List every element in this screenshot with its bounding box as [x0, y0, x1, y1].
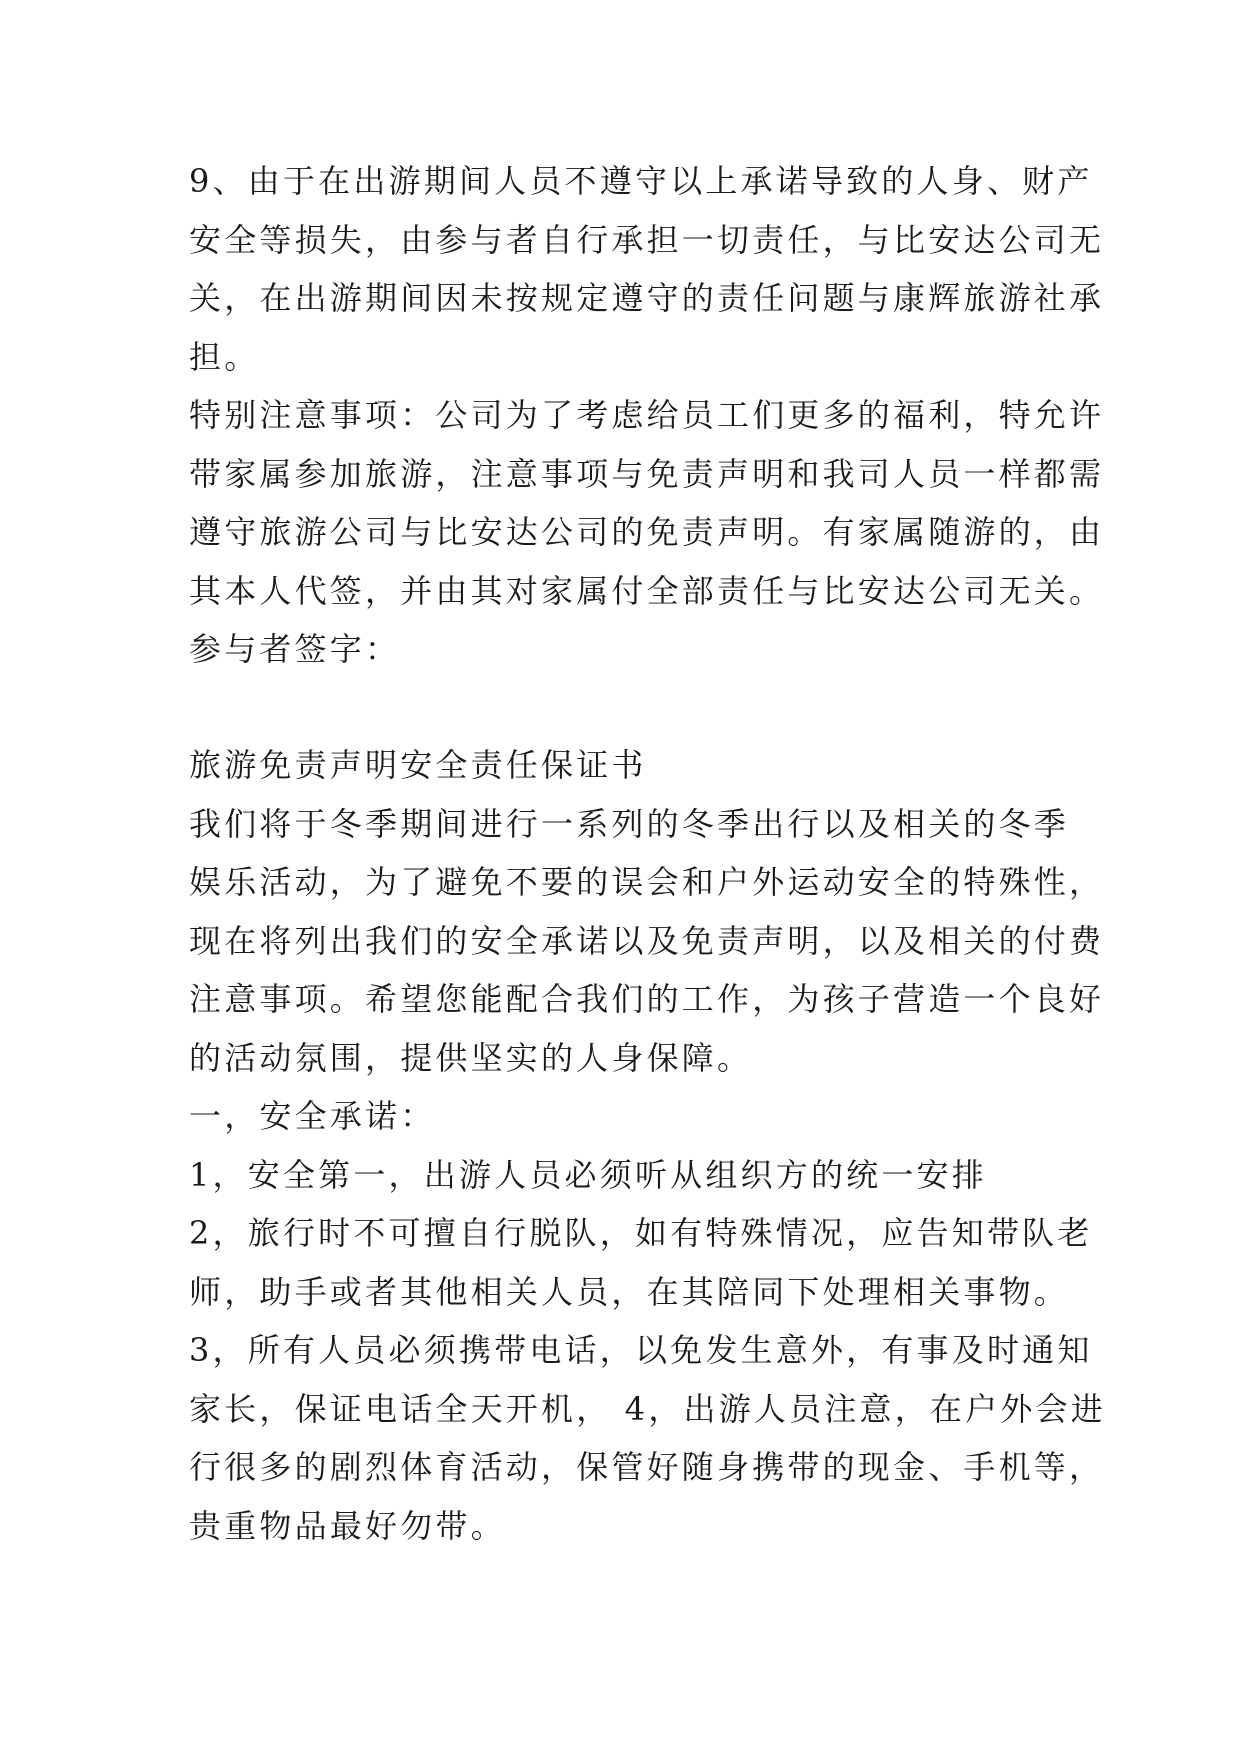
text-line: 行很多的剧烈体育活动，保管好随身携带的现金、手机等，	[189, 1448, 1105, 1486]
special-notice-line: 特别注意事项：公司为了考虑给员工们更多的福利，特允许	[189, 396, 1105, 434]
text-line: 9、由于在出游期间人员不遵守以上承诺导致的人身、财产	[189, 162, 1093, 200]
list-item: 1，安全第一，出游人员必须听从组织方的统一安排	[189, 1155, 987, 1194]
waiver-continuation-section	[189, 152, 1105, 679]
subsection-heading: 一，安全承诺：	[189, 1097, 436, 1135]
text-line: 娱乐活动，为了避免不要的误会和户外运动安全的特殊性，	[189, 863, 1105, 901]
section-title: 旅游免责声明安全责任保证书	[189, 746, 647, 784]
text-line: 的活动氛围，提供坚实的人身保障。	[189, 1038, 753, 1077]
safety-guarantee-section	[189, 736, 1106, 1555]
text-line: 我们将于冬季期间进行一系列的冬季出行以及相关的冬季	[189, 804, 1070, 843]
text-line: 关，在出游期间因未按规定遵守的责任问题与康辉旅游社承	[189, 279, 1105, 317]
text-line: 贵重物品最好勿带。	[189, 1506, 506, 1545]
text-line: 担。	[189, 337, 260, 376]
text-line: 其本人代签，并由其对家属付全部责任与比安达公司无关。	[189, 571, 1105, 610]
text-line: 师，助手或者其他相关人员，在其陪同下处理相关事物。	[189, 1272, 1070, 1311]
list-item: 3，所有人员必须携带电话，以免发生意外，有事及时通知	[189, 1331, 1093, 1369]
text-line: 注意事项。希望您能配合我们的工作，为孩子营造一个良好	[189, 980, 1105, 1018]
text-line: 带家属参加旅游，注意事项与免责声明和我司人员一样都需	[189, 454, 1105, 493]
text-line: 遵守旅游公司与比安达公司的免责声明。有家属随游的，由	[189, 513, 1105, 551]
signature-label: 参与者签字：	[189, 630, 401, 668]
text-line: 安全等损失，由参与者自行承担一切责任，与比安达公司无	[189, 220, 1105, 259]
list-item: 2，旅行时不可擅自行脱队，如有特殊情况，应告知带队老	[189, 1214, 1093, 1252]
text-line: 现在将列出我们的安全承诺以及免责声明，以及相关的付费	[189, 921, 1105, 960]
text-line: 家长，保证电话全天开机， 4，出游人员注意，在户外会进	[189, 1389, 1106, 1428]
